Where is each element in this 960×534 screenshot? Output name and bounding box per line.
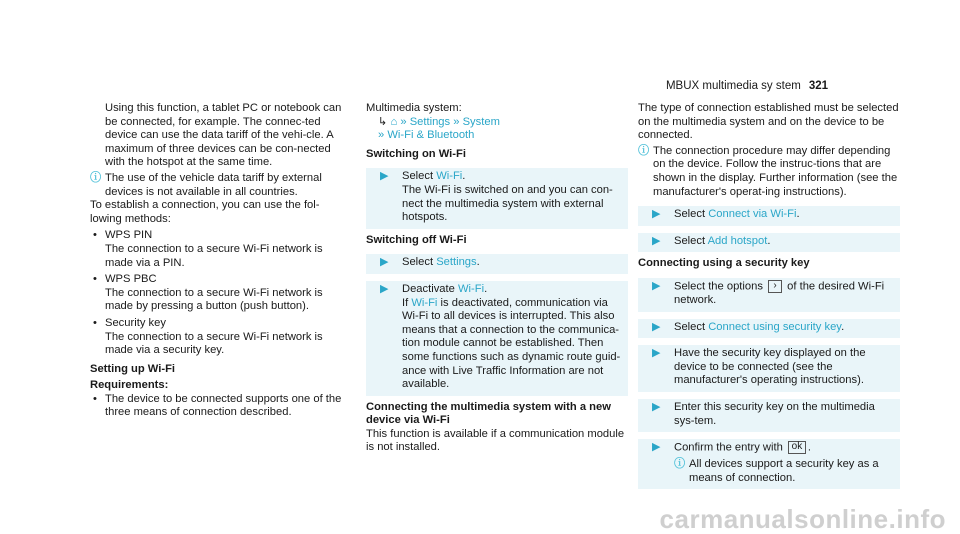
step-arrow-icon: ▶: [652, 441, 661, 454]
column-3: [638, 102, 900, 489]
step-arrow-icon: ▶: [380, 256, 389, 269]
step: ▶ Enter this security key on the multimedia sys-tem.: [638, 399, 900, 432]
list-item: • Security key The connection to a secure Wi-Fi network is made via a security key.: [93, 316, 323, 357]
chevron-right-icon: »: [378, 129, 385, 142]
step-arrow-icon: ▶: [380, 170, 389, 183]
step: ▶ Select Wi-Fi. The Wi-Fi is switched on and you can con-nect the multimedia system with external hotspots.: [366, 168, 628, 228]
bullet-icon: •: [93, 229, 97, 242]
step-arrow-icon: ▶: [652, 208, 661, 221]
step: ▶ Have the security key displayed on the device to be connected (see the manufacturer's operating instructions).: [638, 345, 900, 392]
page-header: [666, 80, 828, 94]
step: ▶ Select Connect via Wi-Fi.: [638, 206, 900, 226]
manual-title: MBUX multimedia sy stem: [665, 80, 801, 92]
list-item: • WPS PIN The connection to a secure Wi-Fi network is made via a PIN.: [93, 229, 323, 269]
note: ⓘ All devices support a security key as a means of connection.: [674, 458, 879, 484]
list-item: • The device to be connected supports one of the three means of connection described.: [93, 392, 342, 419]
section-heading: Setting up Wi-Fi: [90, 362, 176, 375]
chevron-right-icon: ›: [768, 280, 782, 293]
section-heading: Switching on Wi-Fi: [366, 147, 466, 160]
step-arrow-icon: ▶: [652, 347, 661, 360]
section-heading: Switching off Wi-Fi: [366, 233, 467, 246]
info-icon: ⓘ: [638, 144, 650, 157]
page-number: 321: [808, 80, 828, 92]
step: ▶ Deactivate Wi-Fi. If Wi-Fi is deactivated, communication via Wi-Fi to all devices is interrupted. This also means that a connection to the communica-tion module cannot be established. Then some functions such as dynamic route guid-ance with Live Traffic Information are not available.: [366, 281, 628, 396]
home-icon: ⌂: [390, 115, 398, 128]
requirements-heading: Requirements:: [90, 379, 169, 392]
info-icon: ⓘ: [674, 458, 686, 471]
bullet-icon: •: [93, 392, 97, 405]
chevron-right-icon: »: [453, 115, 460, 128]
chevron-right-icon: »: [400, 115, 407, 128]
path-label: Multimedia system:: [366, 102, 462, 114]
body-text: This function is available if a communication module is not installed.: [366, 427, 625, 454]
column-1: [90, 102, 350, 420]
path-arrow-icon: ↳: [378, 115, 388, 128]
watermark: carmanualsonline.info: [659, 504, 946, 534]
step: ▶ Select Add hotspot.: [638, 233, 900, 253]
step-arrow-icon: ▶: [380, 282, 389, 295]
bullet-icon: •: [93, 273, 97, 286]
step: ▶ Select Settings.: [366, 254, 628, 274]
step-arrow-icon: ▶: [652, 320, 661, 333]
info-icon: ⓘ: [90, 171, 102, 184]
step-arrow-icon: ▶: [652, 400, 661, 413]
section-heading: Connecting the multimedia system with a new device via Wi-Fi: [366, 400, 611, 427]
note: ⓘ The connection procedure may differ depending on the device. Follow the instruc-tions that are shown in the display. Further information (see the manufacturer's operat-ing instructions).: [638, 144, 898, 198]
step-arrow-icon: ▶: [652, 279, 661, 292]
step: ▶ Select the options › of the desired Wi-Fi network.: [638, 278, 900, 312]
bullet-icon: •: [93, 316, 97, 329]
step: ▶ Confirm the entry with ok . ⓘ All devices support a security key as a means of connection.: [638, 439, 900, 489]
menu-path: ↳ ⌂ » Settings » System » Wi-Fi & Bluetooth: [378, 115, 500, 142]
ok-icon: ok: [788, 441, 806, 454]
methods-lead: To establish a connection, you can use the fol-lowing methods:: [90, 199, 320, 225]
section-heading: Connecting using a security key: [638, 257, 810, 270]
intro-text: Using this function, a tablet PC or notebook can be connected, for example. The connec-ted device can use the data tariff of the vehi-cle. A maximum of three devices can be con-nected with the hotspot at the same time.: [105, 102, 342, 169]
intro-text: The type of connection established must be selected on the multimedia system and on the device to be connected.: [638, 102, 899, 142]
list-item: • WPS PBC The connection to a secure Wi-Fi network is made by pressing a button (push button).: [93, 273, 323, 313]
step: ▶ Select Connect using security key.: [638, 319, 900, 339]
step-arrow-icon: ▶: [652, 234, 661, 247]
note: ⓘ The use of the vehicle data tariff by external devices is not available in all countries.: [90, 171, 322, 198]
column-2: [366, 102, 628, 455]
